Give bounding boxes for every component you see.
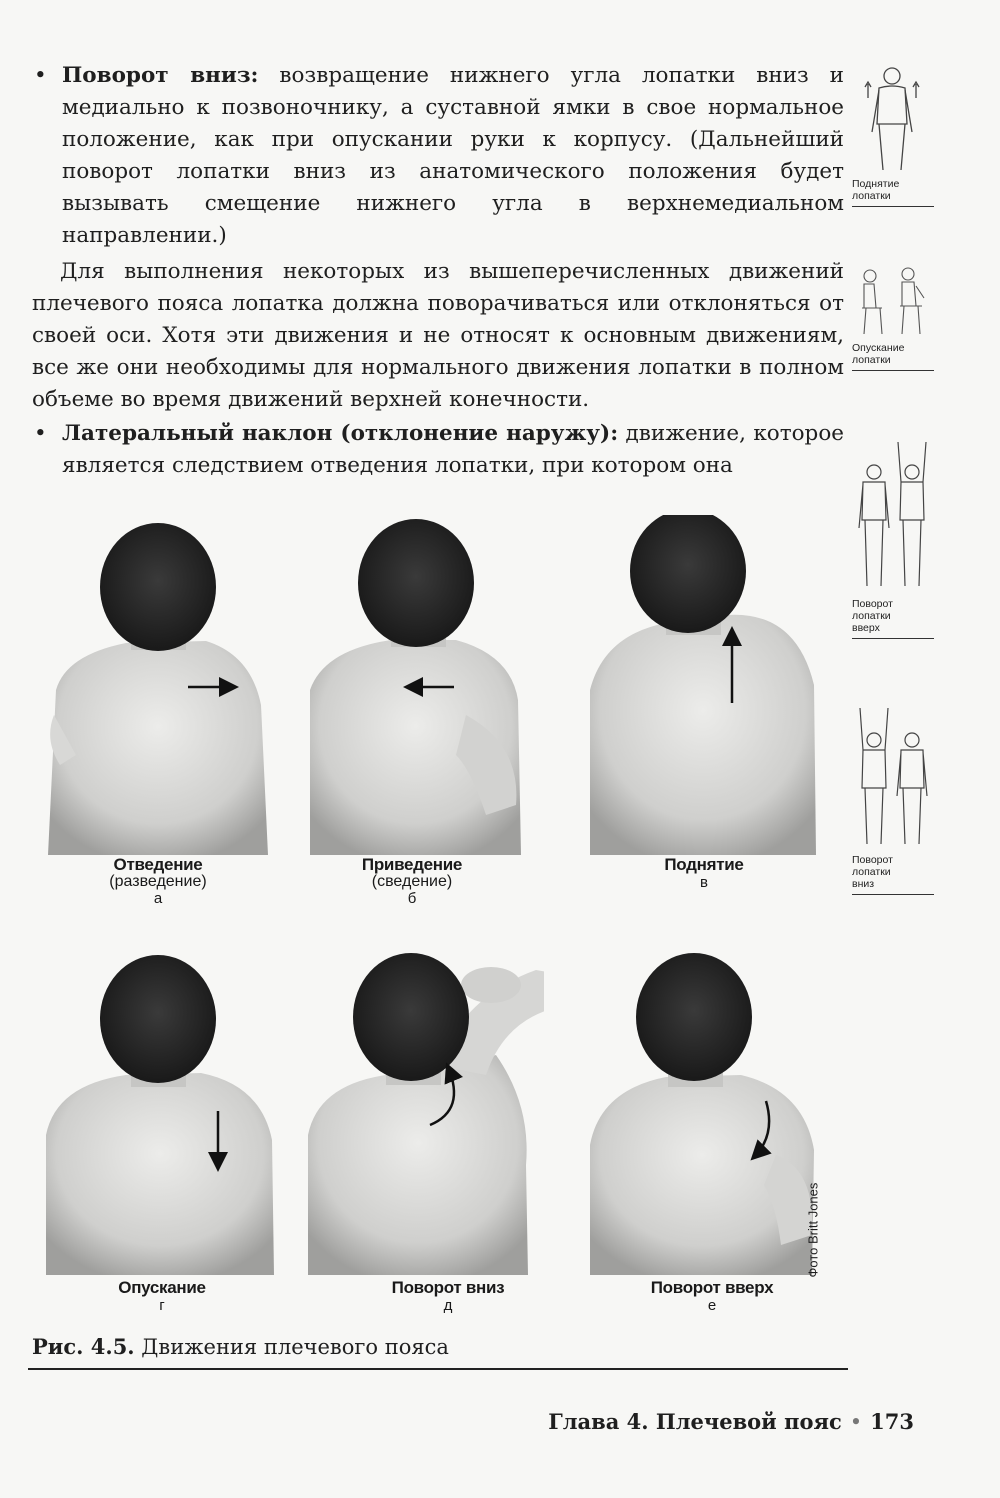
sidebar-divider (852, 206, 934, 207)
downward-rotation-thumbnail (852, 704, 934, 850)
photo-credit: Фото Britt Jones (805, 1182, 821, 1278)
sidebar-item-elevation (852, 62, 934, 207)
label-downward-rotation: Поворот вниз д (391, 1278, 505, 1314)
page-footer (548, 1409, 914, 1434)
bullet-lateral-tilt (32, 418, 844, 482)
sidebar-caption: Поднятие лопатки (852, 178, 900, 202)
label-adduction: Приведение (сведение) б (361, 855, 463, 907)
bullet-text: возвращение нижнего угла лопатки вниз и медиально к позвоночнику, а суставной ямки в свое нормальное положение, как при опускании руки к корпусу. (Дальнейший поворот лопатки вниз из анатомического положения будет вызывать смещение нижнего угла в верхнемедиальном направлении.) (62, 63, 844, 248)
figure-caption (32, 1334, 449, 1359)
sidebar-divider (852, 894, 934, 895)
figure-title: Движения плечевого пояса (134, 1335, 449, 1359)
bullet-term: Латеральный наклон (отклонение наружу): (62, 421, 619, 446)
sidebar-caption: Поворот лопатки вниз (852, 854, 893, 890)
label-depression: Опускание г (118, 1278, 206, 1314)
photo-upward-rotation (576, 935, 824, 1275)
sidebar-divider (852, 638, 934, 639)
photo-elevation (576, 515, 824, 855)
sidebar-caption: Опускание лопатки (852, 342, 905, 366)
bullet-downward-rotation (32, 60, 844, 252)
photo-adduction (296, 515, 544, 855)
label-elevation: Поднятие в (664, 855, 744, 891)
bullet-dot: • (34, 63, 47, 88)
photo-depression (36, 935, 284, 1275)
caption-divider (28, 1368, 848, 1370)
sidebar-divider (852, 370, 934, 371)
bullet-text: движение, которое является следствием отведения лопатки, при котором она (62, 421, 844, 478)
photo-abduction (36, 515, 284, 855)
chapter-title: Глава 4. Плечевой пояс (548, 1409, 842, 1434)
upward-rotation-thumbnail (852, 438, 934, 594)
sidebar-caption: Поворот лопатки вверх (852, 598, 893, 634)
bullet-dot: • (34, 421, 47, 446)
label-upward-rotation: Поворот вверх е (650, 1278, 774, 1314)
bullet-term: Поворот вниз: (62, 63, 259, 88)
footer-separator: • (849, 1410, 863, 1434)
sidebar-item-upward-rotation (852, 438, 934, 639)
label-abduction: Отведение (разведение) а (109, 855, 207, 907)
figure-number: Рис. 4.5. (32, 1334, 135, 1359)
sidebar-item-downward-rotation (852, 704, 934, 895)
body-text (32, 60, 844, 482)
depression-thumbnail (852, 262, 934, 338)
sidebar-item-depression (852, 262, 934, 371)
page-number: 173 (870, 1409, 914, 1434)
elevation-thumbnail (852, 62, 934, 174)
photo-downward-rotation (296, 935, 544, 1275)
paragraph: Для выполнения некоторых из вышеперечисленных движений плечевого пояса лопатка должна поворачиваться или отклоняться от своей оси. Хотя эти движения и не относят к основным движениям, все же они необходимы для нормального движения лопатки в полном объеме во время движений верхней конечности. (32, 259, 844, 412)
